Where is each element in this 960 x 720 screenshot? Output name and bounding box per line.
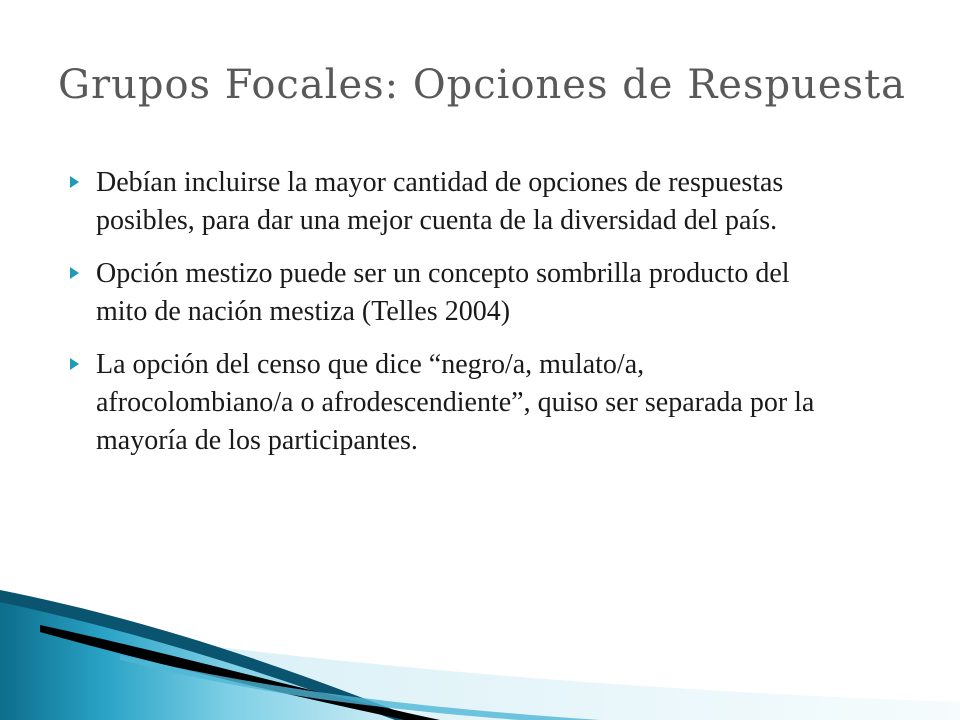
bullet-list <box>70 164 830 475</box>
bullet-text: Debían incluirse la mayor cantidad de opciones de respuestas posibles, para dar una mejor cuenta de la diversidad del país. <box>96 167 784 236</box>
bullet-text: Opción mestizo puede ser un concepto sombrilla producto del mito de nación mestiza (Telles 2004) <box>96 258 790 327</box>
bullet-item <box>70 346 830 460</box>
triangle-bullet-icon <box>70 346 96 382</box>
bullet-text: La opción del censo que dice “negro/a, mulato/a, afrocolombiano/a o afrodescendiente”, quiso ser separada por la mayoría de los participantes. <box>96 349 815 456</box>
bullet-item <box>70 255 830 331</box>
triangle-bullet-icon <box>70 255 96 291</box>
slide-title: Grupos Focales: Opciones de Respuesta <box>58 62 906 108</box>
triangle-bullet-icon <box>70 164 96 200</box>
decorative-wave <box>0 590 960 720</box>
bullet-item <box>70 164 830 240</box>
